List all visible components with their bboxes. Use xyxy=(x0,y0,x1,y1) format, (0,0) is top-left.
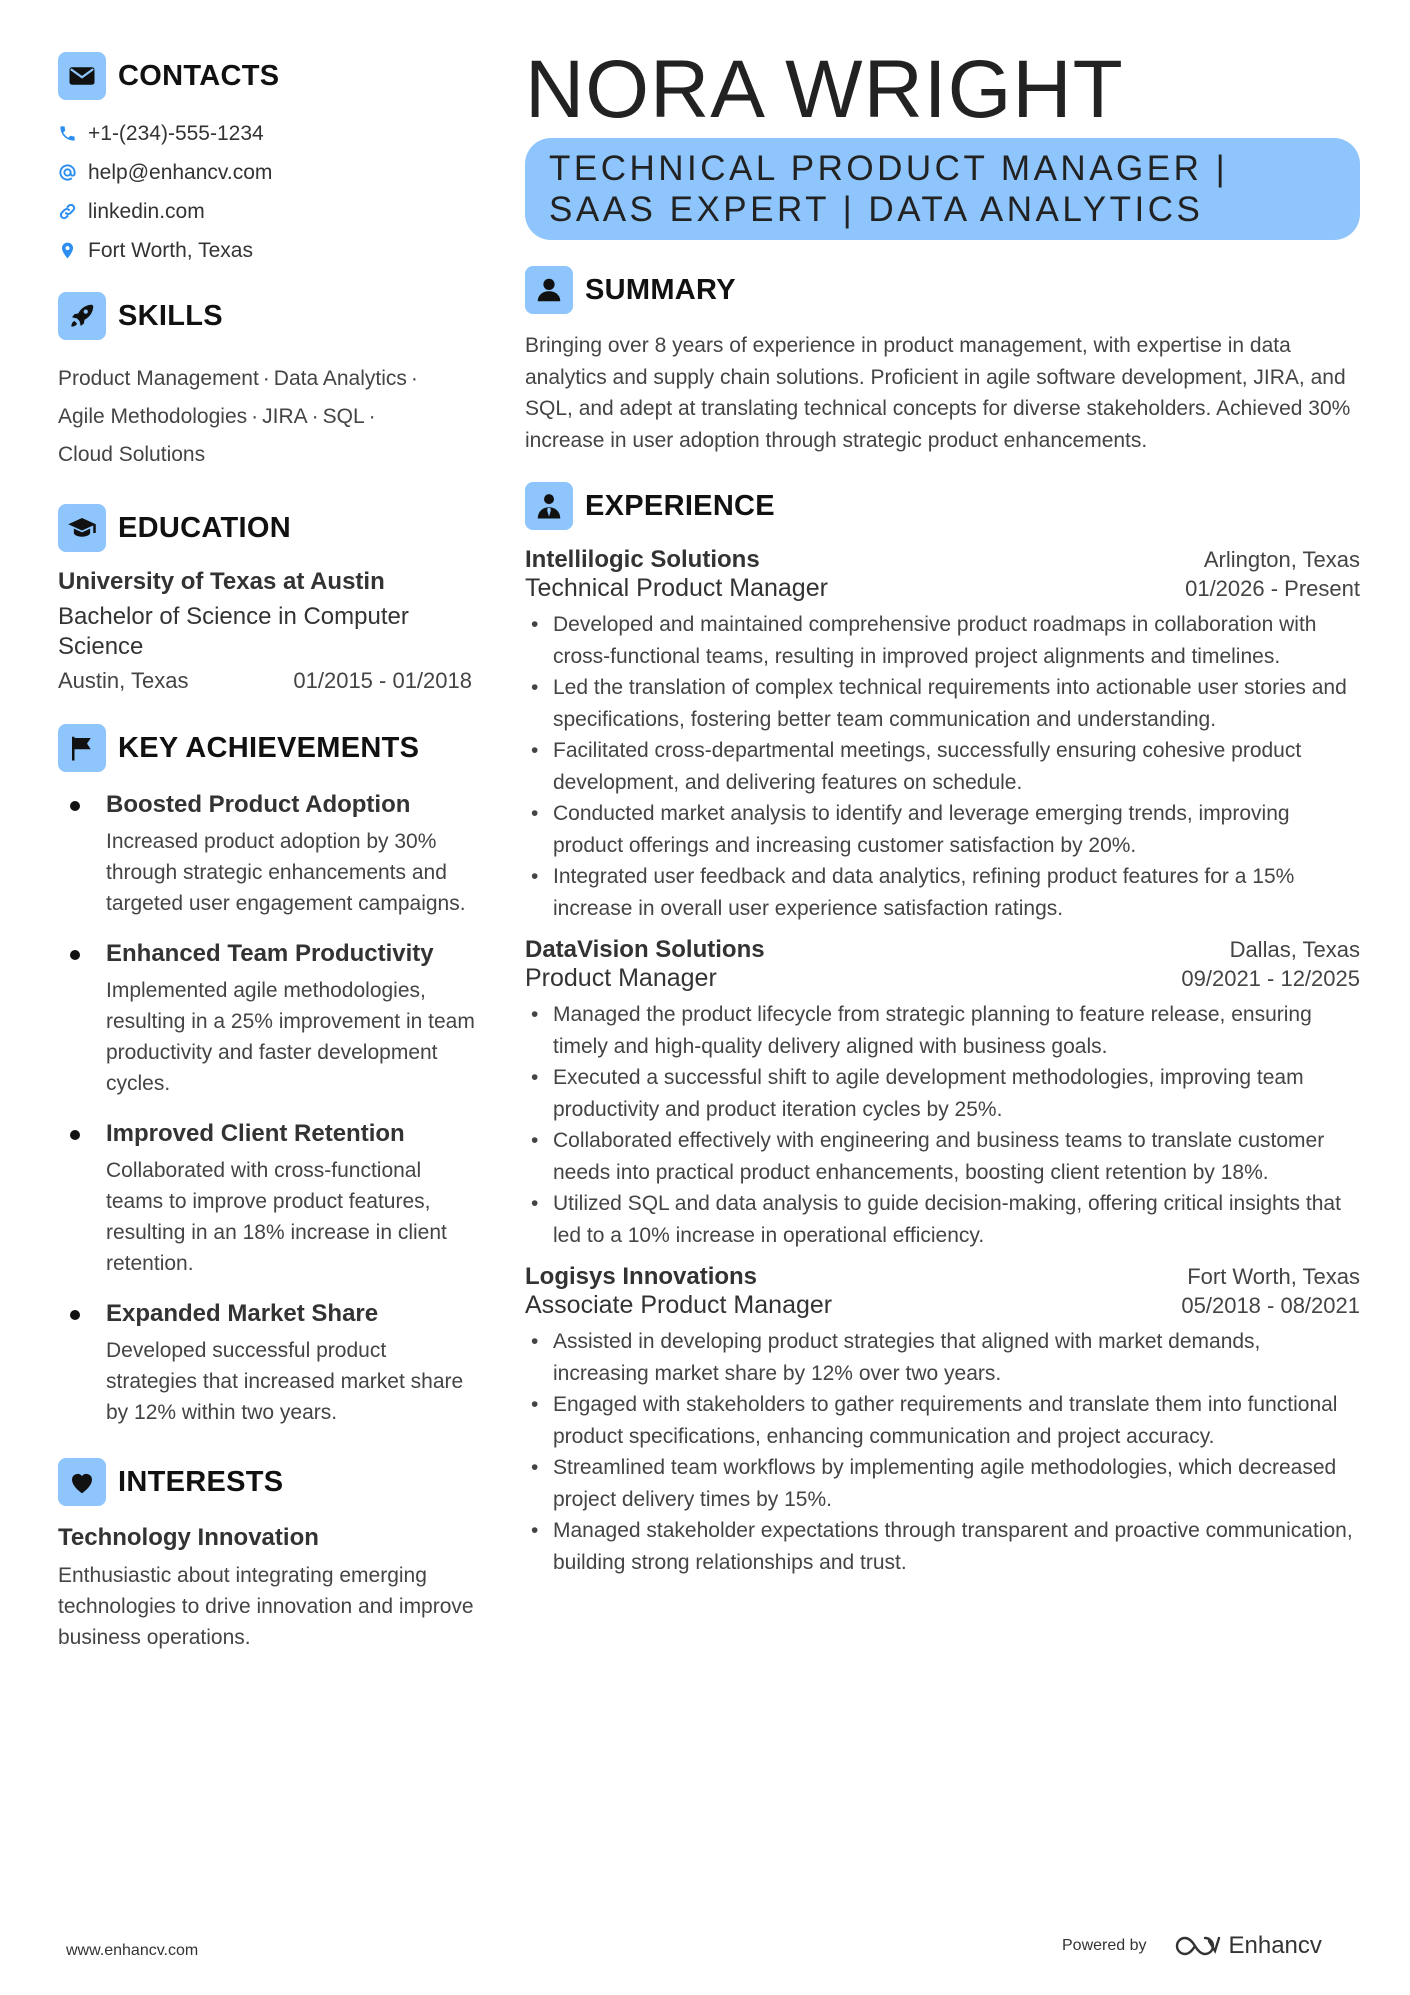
education-entry xyxy=(58,568,472,694)
job-bullet: • Led the translation of complex technical requirements into actionable user stories and specifications, fostering better team communication and understanding. xyxy=(525,672,1360,735)
skill-separator: · xyxy=(251,405,259,428)
map-pin-icon xyxy=(58,241,88,260)
education-heading: EDUCATION xyxy=(118,511,291,544)
job-company: Intellilogic Solutions xyxy=(525,546,760,573)
achievements-heading-row xyxy=(58,724,478,772)
achievements-heading: KEY ACHIEVEMENTS xyxy=(118,731,420,764)
achievement-item xyxy=(58,1119,478,1279)
job-bullets xyxy=(525,999,1360,1251)
job-role: Technical Product Manager xyxy=(525,574,828,602)
achievement-item xyxy=(58,790,478,919)
skills-heading-row xyxy=(58,292,478,340)
interest-title: Technology Innovation xyxy=(58,1524,319,1551)
summary-heading-row xyxy=(525,266,1360,314)
job-bullet: • Utilized SQL and data analysis to guide decision-making, offering critical insights that led to a 10% increase in operational efficiency. xyxy=(525,1188,1360,1251)
achievements-list xyxy=(58,790,478,1428)
right-column xyxy=(525,44,1360,1590)
graduation-cap-icon xyxy=(58,504,106,552)
contact-location-text: Fort Worth, Texas xyxy=(88,238,253,262)
achievement-item xyxy=(58,1299,478,1428)
bullet-dot xyxy=(70,1310,80,1320)
interests-heading-row xyxy=(58,1458,478,1506)
job-header-row xyxy=(525,546,1360,574)
achievement-title: Expanded Market Share xyxy=(106,1300,379,1327)
enhancv-logo[interactable] xyxy=(1173,1932,1322,1960)
powered-by-label: Powered by xyxy=(1062,1937,1147,1954)
job-bullet: • Integrated user feedback and data analytics, refining product features for a 15% increase in overall user experience satisfaction ratings. xyxy=(525,861,1360,924)
job-bullet: • Executed a successful shift to agile development methodologies, improving team productivity and product iteration cycles by 25%. xyxy=(525,1062,1360,1125)
skill-separator: · xyxy=(368,405,376,428)
job-bullets xyxy=(525,609,1360,924)
summary-text: Bringing over 8 years of experience in product management, with expertise in data analytics and supply chain solutions. Proficient in agile software development, JIRA, and SQL, and adept at translating technical concepts for diverse stakeholders. Achieved 30% increase in user adoption through strategic product enhancements. xyxy=(525,334,1351,452)
education-degree: Bachelor of Science in Computer Science xyxy=(58,603,409,660)
candidate-name: NORA WRIGHT xyxy=(525,44,1124,135)
job-entry xyxy=(525,936,1360,1251)
job-role-row xyxy=(525,574,1360,603)
job-company: Logisys Innovations xyxy=(525,1263,758,1290)
phone-icon xyxy=(58,124,88,143)
job-bullet: • Assisted in developing product strategies that aligned with market demands, increasing market share by 12% over two years. xyxy=(525,1326,1360,1389)
job-dates: 05/2018 - 08/2021 xyxy=(1181,1293,1360,1318)
contact-location xyxy=(58,231,478,270)
contact-phone[interactable] xyxy=(58,114,478,153)
heart-icon xyxy=(58,1458,106,1506)
job-bullet: • Streamlined team workflows by implementing agile methodologies, which decreased project delivery times by 15%. xyxy=(525,1452,1360,1515)
job-role-row xyxy=(525,964,1360,993)
skill-item: Data Analytics xyxy=(273,367,407,390)
education-school: University of Texas at Austin xyxy=(58,568,385,595)
job-role-row xyxy=(525,1291,1360,1320)
interest-desc: Enthusiastic about integrating emerging technologies to drive innovation and improve business operations. xyxy=(58,1564,474,1649)
at-icon xyxy=(58,163,88,182)
job-location: Arlington, Texas xyxy=(1203,547,1360,572)
achievement-title: Improved Client Retention xyxy=(106,1120,405,1147)
job-bullet: • Conducted market analysis to identify and leverage emerging trends, improving product offerings and increasing customer satisfaction by 20%. xyxy=(525,798,1360,861)
achievement-desc: Increased product adoption by 30% through strategic enhancements and targeted user engagement campaigns. xyxy=(106,830,466,915)
enhancv-logo-icon xyxy=(1173,1933,1221,1959)
contacts-list xyxy=(58,114,478,270)
job-entry xyxy=(525,546,1360,924)
flag-icon xyxy=(58,724,106,772)
contacts-heading-row xyxy=(58,52,478,100)
skill-separator: · xyxy=(262,367,270,390)
achievement-item xyxy=(58,939,478,1099)
bullet-dot xyxy=(70,801,80,811)
education-location: Austin, Texas xyxy=(58,668,189,693)
brand-name: Enhancv xyxy=(1228,1932,1322,1959)
education-dates: 01/2015 - 01/2018 xyxy=(293,668,472,693)
job-location: Dallas, Texas xyxy=(1229,937,1360,962)
achievement-title: Boosted Product Adoption xyxy=(106,791,411,818)
job-dates: 09/2021 - 12/2025 xyxy=(1181,966,1360,991)
education-meta xyxy=(58,668,472,694)
envelope-icon xyxy=(58,52,106,100)
achievement-title: Enhanced Team Productivity xyxy=(106,940,434,967)
left-column xyxy=(58,52,478,1653)
job-location: Fort Worth, Texas xyxy=(1187,1264,1360,1289)
job-bullet: • Collaborated effectively with engineering and business teams to translate customer needs into practical product enhancements, boosting client retention by 18%. xyxy=(525,1125,1360,1188)
rocket-icon xyxy=(58,292,106,340)
job-header-row xyxy=(525,1263,1360,1291)
skill-separator: · xyxy=(311,405,319,428)
job-bullet: • Engaged with stakeholders to gather requirements and translate them into functional product specifications, enhancing communication and project accuracy. xyxy=(525,1389,1360,1452)
bullet-dot xyxy=(70,1130,80,1140)
experience-list xyxy=(525,546,1360,1578)
achievement-desc: Collaborated with cross-functional teams to improve product features, resulting in an 18% increase in client retention. xyxy=(106,1159,447,1275)
headline-banner xyxy=(525,138,1360,240)
achievement-desc: Developed successful product strategies that increased market share by 12% within two years. xyxy=(106,1339,464,1424)
job-bullet: • Managed stakeholder expectations through transparent and proactive communication, building strong relationships and trust. xyxy=(525,1515,1360,1578)
briefcase-user-icon xyxy=(525,482,573,530)
summary-heading: SUMMARY xyxy=(585,273,736,306)
footer-branding xyxy=(1062,1932,1322,1960)
skill-separator: · xyxy=(410,367,418,390)
bullet-dot xyxy=(70,950,80,960)
skill-item: Agile Methodologies xyxy=(58,405,248,428)
contact-email-text: help@enhancv.com xyxy=(88,160,273,184)
contact-linkedin[interactable] xyxy=(58,192,478,231)
interest-entry xyxy=(58,1524,478,1653)
job-bullet: • Facilitated cross-departmental meetings, successfully ensuring cohesive product development, and delivering features on schedule. xyxy=(525,735,1360,798)
footer-website-link[interactable]: www.enhancv.com xyxy=(66,1942,199,1959)
skills-list xyxy=(58,360,478,474)
skill-item: JIRA xyxy=(262,405,308,428)
job-bullet: • Developed and maintained comprehensive product roadmaps in collaboration with cross-functional teams, resulting in improved project alignments and timelines. xyxy=(525,609,1360,672)
job-dates: 01/2026 - Present xyxy=(1185,576,1360,601)
experience-heading-row xyxy=(525,482,1360,530)
skill-item: Cloud Solutions xyxy=(58,443,206,466)
skills-heading: SKILLS xyxy=(118,299,223,332)
education-heading-row xyxy=(58,504,478,552)
user-icon xyxy=(525,266,573,314)
link-icon xyxy=(58,202,88,221)
job-company: DataVision Solutions xyxy=(525,936,765,963)
experience-heading: EXPERIENCE xyxy=(585,489,775,522)
headline-text: TECHNICAL PRODUCT MANAGER | SAAS EXPERT | DATA ANALYTICS xyxy=(549,149,1229,229)
job-bullet: • Managed the product lifecycle from strategic planning to feature release, ensuring timely and high-quality delivery aligned with business goals. xyxy=(525,999,1360,1062)
job-role: Associate Product Manager xyxy=(525,1291,833,1319)
contact-linkedin-text: linkedin.com xyxy=(88,199,205,223)
skill-item: Product Management xyxy=(58,367,259,390)
job-role: Product Manager xyxy=(525,964,717,992)
job-entry xyxy=(525,1263,1360,1578)
contacts-heading: CONTACTS xyxy=(118,59,280,92)
skill-item: SQL xyxy=(322,405,365,428)
job-bullets xyxy=(525,1326,1360,1578)
contact-phone-text: +1-(234)-555-1234 xyxy=(88,121,264,145)
interests-heading: INTERESTS xyxy=(118,1465,284,1498)
achievement-desc: Implemented agile methodologies, resulting in a 25% improvement in team productivity and faster development cycles. xyxy=(106,979,475,1095)
job-header-row xyxy=(525,936,1360,964)
contact-email[interactable] xyxy=(58,153,478,192)
